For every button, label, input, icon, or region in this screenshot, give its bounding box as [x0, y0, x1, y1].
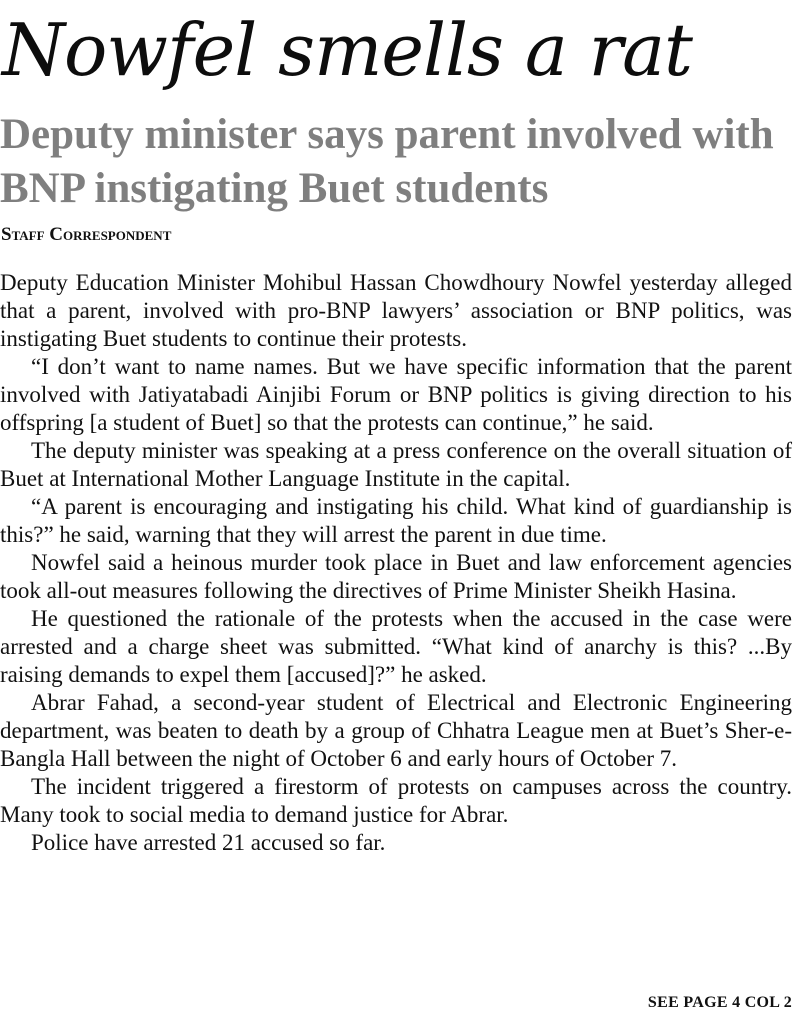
body-paragraph: He questioned the rationale of the protests when the accused in the case were arrested and a charge sheet was submitted. “What kind of anarchy is this? ...By raising demands to expel them [accused]?” he asked.	[0, 606, 792, 687]
continuation-note: SEE PAGE 4 COL 2	[647, 994, 792, 1011]
article-body	[0, 269, 792, 857]
body-paragraph: Deputy Education Minister Mohibul Hassan Chowdhoury Nowfel yesterday alleged that a parent, involved with pro-BNP lawyers’ association or BNP politics, was instigating Buet students to continue their protests.	[0, 270, 792, 351]
body-paragraph: The deputy minister was speaking at a press conference on the overall situation of Buet at International Mother Language Institute in the capital.	[0, 438, 792, 491]
body-paragraph: “I don’t want to name names. But we have specific information that the parent involved with Jatiyatabadi Ainjibi Forum or BNP politics is giving direction to his offspring [a student of Buet] so that the protests can continue,” he said.	[0, 354, 792, 435]
body-paragraph: Police have arrested 21 accused so far.	[31, 830, 386, 855]
subheadline: Deputy minister says parent involved with BNP instigating Buet students	[0, 111, 774, 212]
byline: Staff Correspondent	[1, 224, 172, 245]
body-paragraph: “A parent is encouraging and instigating his child. What kind of guardianship is this?” he said, warning that they will arrest the parent in due time.	[0, 494, 792, 547]
body-paragraph: The incident triggered a firestorm of protests on campuses across the country. Many took to social media to demand justice for Abrar.	[0, 774, 792, 827]
body-paragraph: Nowfel said a heinous murder took place in Buet and law enforcement agencies took all-out measures following the directives of Prime Minister Sheikh Hasina.	[0, 550, 792, 603]
headline: Nowfel smells a rat	[2, 8, 692, 92]
body-paragraph: Abrar Fahad, a second-year student of Electrical and Electronic Engineering department, was beaten to death by a group of Chhatra League men at Buet’s Sher-e-Bangla Hall between the night of October 6 and early hours of October 7.	[0, 690, 792, 771]
